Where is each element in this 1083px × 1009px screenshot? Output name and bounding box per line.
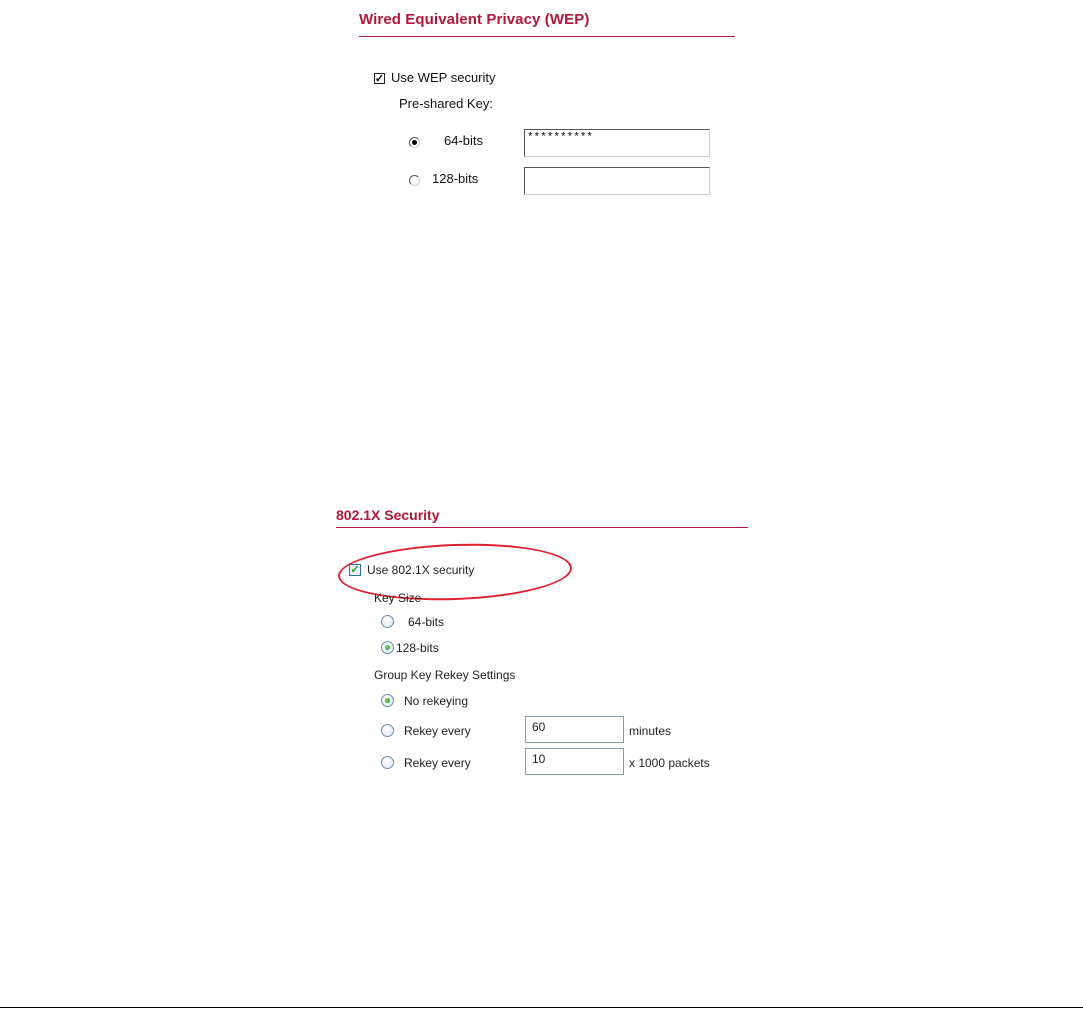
preshared-key-label: Pre-shared Key: xyxy=(399,96,493,111)
rekey-packets-label: Rekey every xyxy=(404,756,471,770)
key-size-64bit-label: 64-bits xyxy=(408,615,445,629)
no-rekeying-radio[interactable] xyxy=(381,694,394,707)
use-wep-security-checkbox[interactable] xyxy=(374,73,385,84)
wep-64bit-label: 64-bits xyxy=(444,133,484,148)
use-dot1x-security-label: Use 802.1X security xyxy=(367,563,475,577)
rekey-minutes-input[interactable]: 60 xyxy=(525,716,624,743)
wep-section-title: Wired Equivalent Privacy (WEP) xyxy=(359,11,590,28)
key-size-64bit-radio[interactable] xyxy=(381,615,394,628)
checkmark-icon: ✓ xyxy=(374,72,385,85)
key-size-label: Key Size xyxy=(374,591,422,605)
checkmark-icon: ✓ xyxy=(350,564,360,576)
key-size-128bit-label: 128-bits xyxy=(396,641,439,655)
wep-64bit-key-input[interactable]: ********** xyxy=(524,129,710,157)
rekey-minutes-unit: minutes xyxy=(629,724,672,738)
dot1x-title-divider xyxy=(336,527,748,528)
rekey-minutes-label: Rekey every xyxy=(404,724,471,738)
wep-128bit-key-input[interactable] xyxy=(524,167,710,195)
rekey-packets-input[interactable]: 10 xyxy=(525,748,624,775)
wep-128bit-radio[interactable] xyxy=(409,175,420,186)
rekey-packets-radio[interactable] xyxy=(381,756,394,769)
use-dot1x-security-checkbox[interactable] xyxy=(349,564,361,576)
wep-128bit-label: 128-bits xyxy=(432,171,479,186)
rekey-minutes-radio[interactable] xyxy=(381,724,394,737)
no-rekeying-label: No rekeying xyxy=(404,694,469,708)
key-size-128bit-radio[interactable] xyxy=(381,641,394,654)
wep-64bit-radio[interactable] xyxy=(409,137,420,148)
use-wep-security-label: Use WEP security xyxy=(391,70,496,85)
group-key-rekey-label: Group Key Rekey Settings xyxy=(374,668,516,682)
page-bottom-divider xyxy=(0,1007,1083,1008)
rekey-packets-unit: x 1000 packets xyxy=(629,756,710,770)
wep-title-divider xyxy=(359,36,735,37)
dot1x-section-title: 802.1X Security xyxy=(336,507,440,523)
